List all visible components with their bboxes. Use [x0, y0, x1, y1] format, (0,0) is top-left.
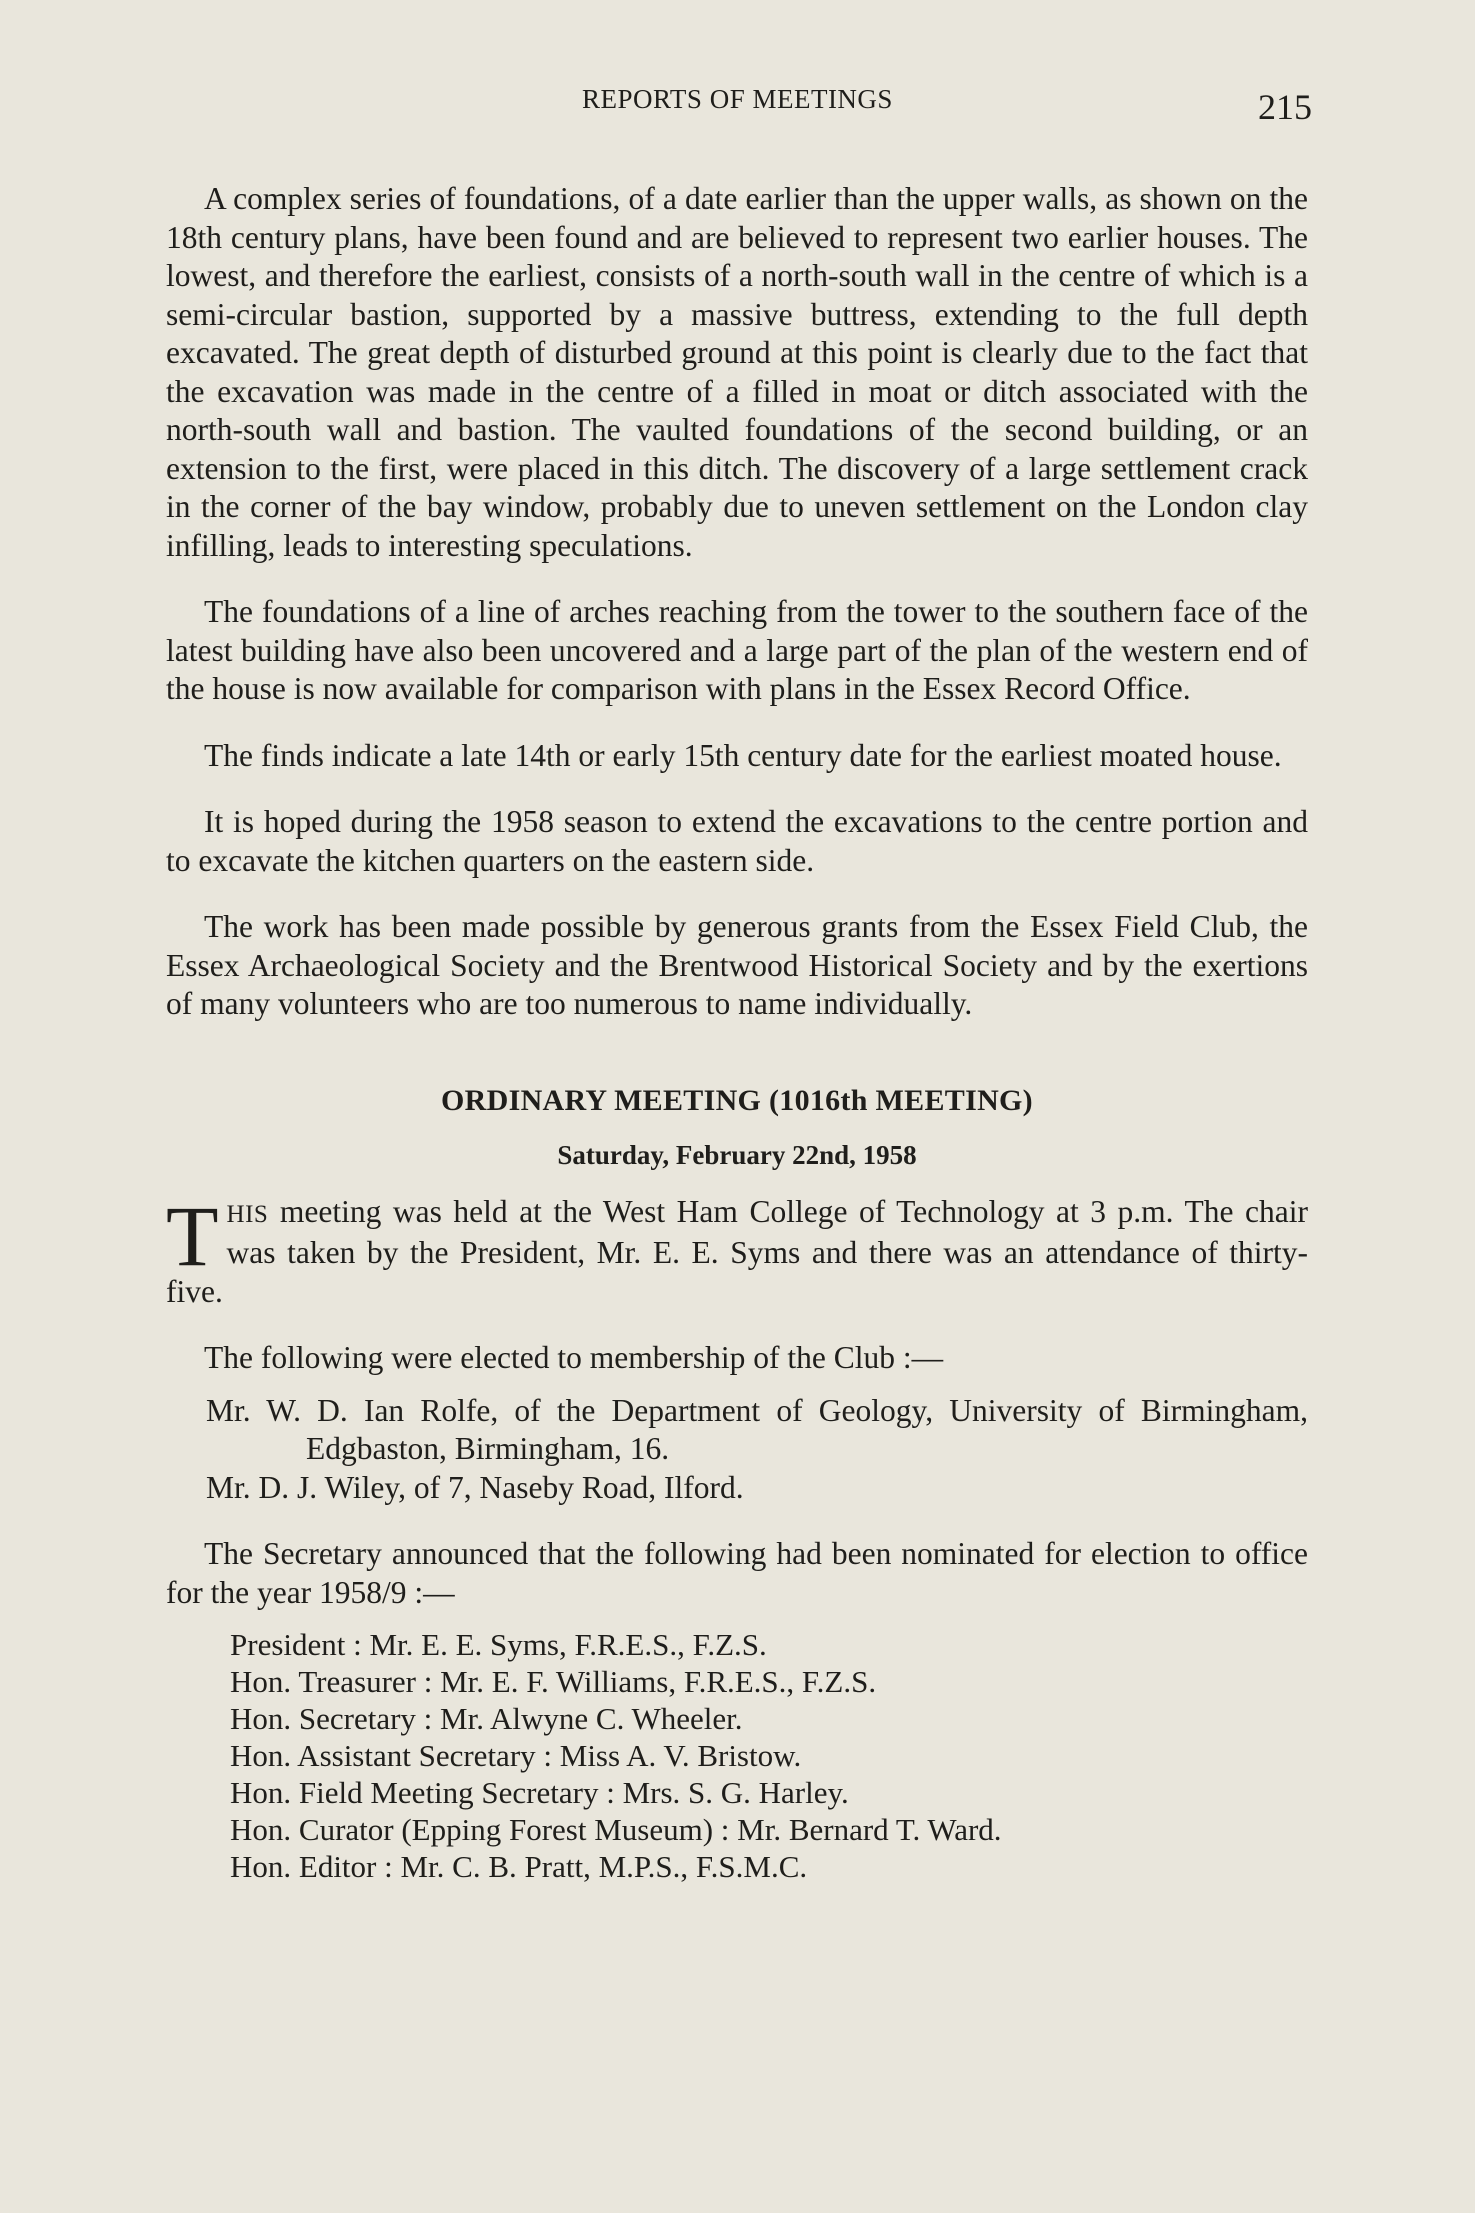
running-head	[0, 80, 1475, 127]
nomination-intro: The Secretary announced that the following had been nominated for election to office for the year 1958/9 :—	[166, 1536, 1308, 1610]
officer-entry: Hon. Editor : Mr. C. B. Pratt, M.P.S., F.S.M.C.	[230, 1849, 808, 1884]
meeting-heading: ORDINARY MEETING (1016th MEETING)	[441, 1083, 1033, 1117]
new-members-list	[166, 1392, 1308, 1508]
officer-entry: Hon. Secretary : Mr. Alwyne C. Wheeler.	[230, 1701, 743, 1736]
officer-entry: President : Mr. E. E. Syms, F.R.E.S., F.Z.S.	[230, 1627, 767, 1662]
excavation-paragraph: It is hoped during the 1958 season to extend the excavations to the centre portion and to excavate the kitchen quarters on the eastern side.	[166, 804, 1308, 878]
officer-entry: Hon. Assistant Secretary : Miss A. V. Bristow.	[230, 1738, 802, 1773]
officers-list	[166, 1626, 1308, 1885]
officer-entry: Hon. Field Meeting Secretary : Mrs. S. G. Harley.	[230, 1775, 849, 1810]
excavation-paragraph: The foundations of a line of arches reaching from the tower to the southern face of the latest building have also been uncovered and a large part of the plan of the western end of the house is now available for comparison with plans in the Essex Record Office.	[166, 594, 1308, 706]
page-number: 215	[1258, 87, 1312, 127]
excavation-paragraph: The finds indicate a late 14th or early 15th century date for the earliest moated house.	[204, 737, 1282, 773]
meeting-intro-paragraph	[166, 1187, 1308, 1312]
meeting-date: Saturday, February 22nd, 1958	[557, 1139, 917, 1170]
officer-entry: Hon. Treasurer : Mr. E. F. Williams, F.R.E.S., F.Z.S.	[230, 1664, 877, 1699]
new-member-entry: Mr. W. D. Ian Rolfe, of the Department of Geology, University of Birmingham, Edgbaston, Birmingham, 16.	[206, 1392, 1308, 1466]
drop-cap: T	[166, 1187, 219, 1284]
intro-smallcaps: HIS	[226, 1200, 269, 1228]
excavation-paragraph: The work has been made possible by generous grants from the Essex Field Club, the Essex Archaeological Society and the Brentwood Historical Society and by the exertions of many volunteers who are too numerous to name individually.	[166, 909, 1308, 1021]
body-text	[166, 180, 1308, 1913]
excavation-paragraph: A complex series of foundations, of a date earlier than the upper walls, as shown on the 18th century plans, have been found and are believed to represent two earlier houses. The lowest, and therefore the earliest, consists of a north-south wall in the centre of which is a semi-circular bastion, supported by a massive buttress, extending to the full depth excavated. The great depth of disturbed ground at this point is clearly due to the fact that the excavation was made in the centre of a filled in moat or ditch associated with the north-south wall and bastion. The vaulted foundations of the second building, or an extension to the first, were placed in this ditch. The discovery of a large settlement crack in the corner of the bay window, probably due to uneven settlement on the London clay infilling, leads to interesting speculations.	[166, 181, 1308, 563]
running-title: REPORTS OF MEETINGS	[582, 84, 893, 114]
election-intro: The following were elected to membership of the Club :—	[204, 1340, 944, 1375]
officer-entry: Hon. Curator (Epping Forest Museum) : Mr. Bernard T. Ward.	[230, 1812, 1002, 1847]
new-member-entry: Mr. D. J. Wiley, of 7, Naseby Road, Ilford.	[206, 1469, 744, 1505]
intro-text: meeting was held at the West Ham College of Technology at 3 p.m. The chair was taken by the President, Mr. E. E. Syms and there was an attendance of thirty-five.	[166, 1193, 1308, 1309]
